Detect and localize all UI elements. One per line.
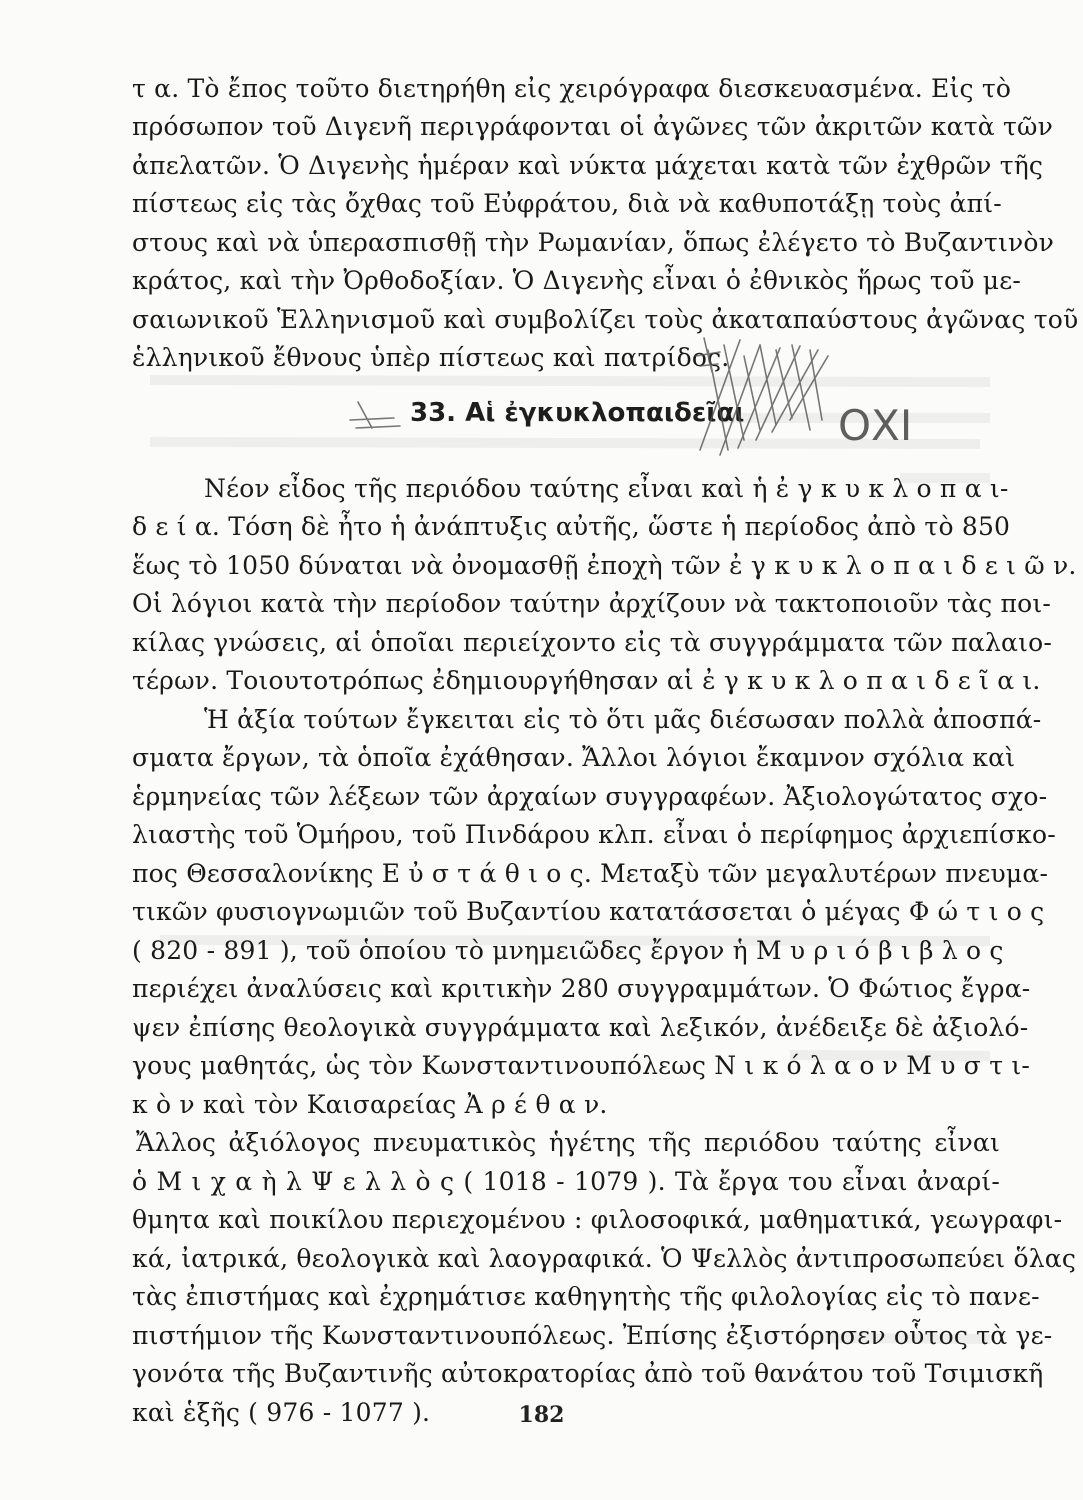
text-line: ἕως τὸ 1050 δύναται νὰ ὀνομασθῇ ἐποχὴ τῶν ἐ γ κ υ κ λ ο π α ι δ ε ι ῶ ν. [132, 551, 1077, 580]
section-heading: 33. Αἱ ἐγκυκλοπαιδεῖαι [410, 398, 745, 428]
text-line: ἑρμηνείας τῶν λέξεων τῶν ἀρχαίων συγγραφέων. Ἀξιολογώτατος σχο- [132, 782, 1048, 811]
text-line: πρόσωπον τοῦ Διγενῆ περιγράφονται οἱ ἀγῶνες τῶν ἀκριτῶν κατὰ τῶν [132, 112, 1053, 141]
text-line: κά, ἰατρικά, θεολογικὰ καὶ λαογραφικά. Ὁ Ψελλὸς ἀντιπροσωπεύει ὅλας [132, 1244, 1077, 1273]
text-line: πίστεως εἰς τὰς ὄχθας τοῦ Εὐφράτου, διὰ νὰ καθυποτάξῃ τοὺς ἀπί- [132, 189, 1002, 218]
text-line: Νέον εἶδος τῆς περιόδου ταύτης εἶναι καὶ ἡ ἐ γ κ υ κ λ ο π α ι- [204, 474, 1009, 503]
text-line: πος Θεσσαλονίκης Ε ὐ σ τ ά θ ι ο ς. Μεταξὺ τῶν μεγαλυτέρων πνευμα- [132, 859, 1049, 888]
text-line: τὰς ἐπιστήμας καὶ ἐχρημάτισε καθηγητὴς τῆς φιλολογίας εἰς τὸ πανε- [132, 1282, 1040, 1311]
text-line: τέρων. Τοιουτοτρόπως ἐδημιουργήθησαν αἱ ἐ γ κ υ κ λ ο π α ι δ ε ῖ α ι. [132, 666, 1041, 695]
text-line: στους καὶ νὰ ὑπερασπισθῇ τὴν Ρωμανίαν, ὅπως ἐλέγετο τὸ Βυζαντινὸν [132, 228, 1054, 257]
text-line: κίλας γνώσεις, αἱ ὁποῖαι περιείχοντο εἰς τὰ συγγράμματα τῶν παλαιο- [132, 628, 1053, 657]
text-line: σαιωνικοῦ Ἑλληνισμοῦ καὶ συμβολίζει τοὺς ἀκαταπαύστους ἀγῶνας τοῦ [132, 305, 1079, 334]
text-line: κ ὸ ν καὶ τὸν Καισαρείας Ἀ ρ έ θ α ν. [132, 1090, 608, 1119]
text-line: τ α. Τὸ ἔπος τοῦτο διετηρήθη εἰς χειρόγραφα διεσκευασμένα. Εἰς τὸ [132, 74, 1012, 103]
text-line: σματα ἔργων, τὰ ὁποῖα ἐχάθησαν. Ἄλλοι λόγιοι ἔκαμνον σχόλια καὶ [132, 743, 1016, 772]
text-line: τικῶν φυσιογνωμιῶν τοῦ Βυζαντίου κατατάσσεται ὁ μέγας Φ ώ τ ι ο ς [132, 897, 1045, 926]
text-line: ἑλληνικοῦ ἔθνους ὑπὲρ πίστεως καὶ πατρίδος. [132, 343, 730, 372]
text-line: θμητα καὶ ποικίλου περιεχομένου : φιλοσοφικά, μαθηματικά, γεωγραφι- [132, 1205, 1063, 1234]
text-line: ( 820 - 891 ), τοῦ ὁποίου τὸ μνημειῶδες ἔργον ἡ Μ υ ρ ι ό β ι β λ ο ς [132, 936, 1004, 965]
text-line: ὁ Μ ι χ α ὴ λ Ψ ε λ λ ὸ ς ( 1018 - 1079 ). Τὰ ἔργα του εἶναι ἀναρί- [132, 1167, 1000, 1196]
text-line: ἀπελατῶν. Ὁ Διγενὴς ἡμέραν καὶ νύκτα μάχεται κατὰ τῶν ἐχθρῶν τῆς [132, 151, 1044, 180]
text-line: ψεν ἐπίσης θεολογικὰ συγγράμματα καὶ λεξικόν, ἀνέδειξε δὲ ἀξιολό- [132, 1013, 1029, 1042]
text-line: Ἡ ἀξία τούτων ἔγκειται εἰς τὸ ὅτι μᾶς διέσωσαν πολλὰ ἀποσπά- [204, 705, 1042, 734]
text-line: πιστήμιον τῆς Κωνσταντινουπόλεως. Ἐπίσης ἐξιστόρησεν οὗτος τὰ γε- [132, 1321, 1053, 1350]
handwritten-note: ΟΧΙ [838, 401, 913, 450]
text-line: γονότα τῆς Βυζαντινῆς αὐτοκρατορίας ἀπὸ τοῦ θανάτου τοῦ Τσιμισκῆ [132, 1359, 1044, 1388]
text-line: Οἱ λόγιοι κατὰ τὴν περίοδον ταύτην ἀρχίζουν νὰ τακτοποιοῦν τὰς ποι- [132, 589, 1052, 618]
text-line: Ἄλλος ἀξιόλογος πνευματικὸς ἡγέτης τῆς περιόδου ταύτης εἶναι [136, 1128, 1000, 1157]
text-line: περιέχει ἀναλύσεις καὶ κριτικὴν 280 συγγραμμάτων. Ὁ Φώτιος ἔγρα- [132, 974, 1031, 1003]
text-line: γους μαθητάς, ὡς τὸν Κωνσταντινουπόλεως Ν ι κ ό λ α ο ν Μ υ σ τ ι- [132, 1051, 1031, 1080]
text-line: δ ε ί α. Τόση δὲ ἦτο ἡ ἀνάπτυξις αὐτῆς, ὥστε ἡ περίοδος ἀπὸ τὸ 850 [132, 512, 1011, 541]
page-number: 182 [518, 1402, 565, 1428]
text-line: καὶ ἑξῆς ( 976 - 1077 ). [132, 1398, 431, 1427]
text-line: λιαστὴς τοῦ Ὁμήρου, τοῦ Πινδάρου κλπ. εἶναι ὁ περίφημος ἀρχιεπίσκο- [132, 820, 1056, 849]
text-line: κράτος, καὶ τὴν Ὀρθοδοξίαν. Ὁ Διγενὴς εἶναι ὁ ἐθνικὸς ἥρως τοῦ με- [132, 266, 1021, 295]
